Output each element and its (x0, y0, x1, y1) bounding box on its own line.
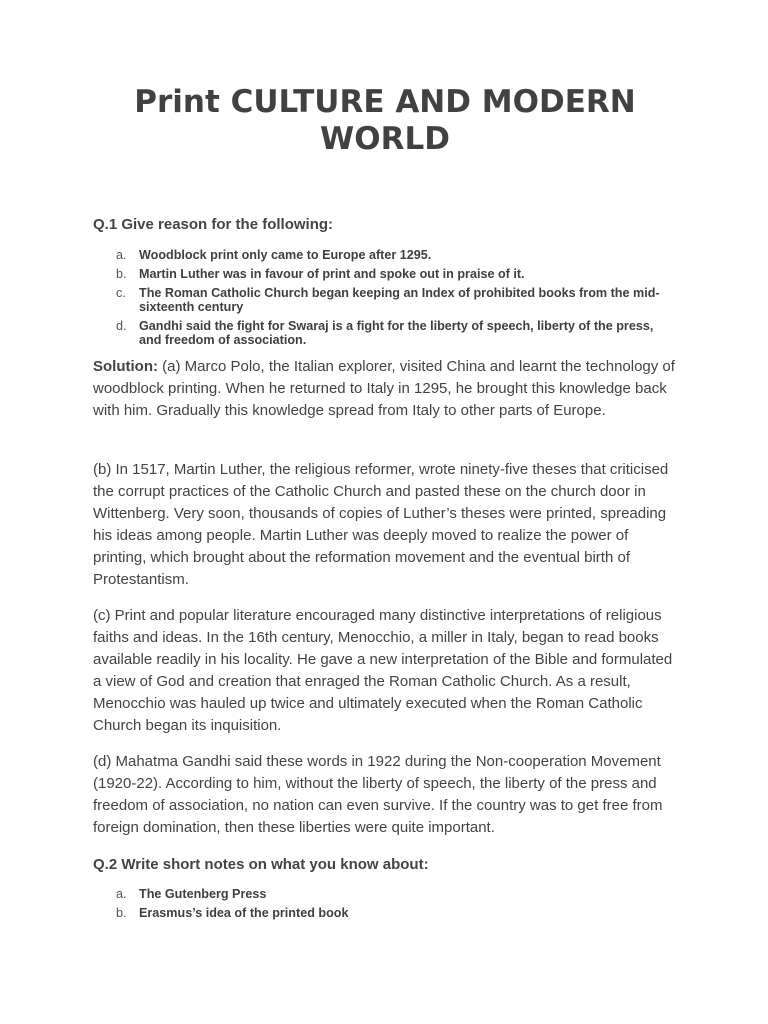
page-title: Print CULTURE AND MODERN WORLD (134, 84, 636, 157)
list-marker: a. (116, 248, 127, 262)
list-marker: c. (116, 286, 126, 300)
list-item-text: Woodblock print only came to Europe after 1295. (139, 248, 432, 262)
list-item-text: The Roman Catholic Church began keeping an Index of prohibited books from the mid-sixteenth century (139, 286, 660, 314)
list-marker: b. (116, 267, 127, 281)
list-marker: d. (116, 319, 127, 333)
solution-paragraph-c: (c) Print and popular literature encouraged many distinctive interpretations of religious faiths and ideas. In the 16th century, Menocchio, a miller in Italy, began to read books available readily in his locality. He gave a new interpretation of the Bible and formulated a view of God and creation that enraged the Roman Catholic Church. As a result, Menocchio was hauled up twice and ultimately executed when the Roman Catholic Church began its inquisition. (93, 607, 673, 734)
solution-a-text: (a) Marco Polo, the Italian explorer, visited China and learnt the technology of woodblock printing. When he returned to Italy in 1295, he brought this knowledge back with him. Gradually this knowledge spread from Italy to other parts of Europe. (93, 358, 675, 419)
list-marker: b. (116, 906, 127, 920)
solution-label: Solution: (93, 358, 158, 375)
list-item-text: Erasmus’s idea of the printed book (139, 906, 349, 920)
list-item (93, 248, 677, 262)
solution-paragraph-a (93, 356, 677, 422)
list-item-text: Martin Luther was in favour of print and spoke out in praise of it. (139, 267, 525, 281)
list-marker: a. (116, 887, 127, 901)
list-item (93, 887, 677, 901)
solution-paragraph-b: (b) In 1517, Martin Luther, the religious reformer, wrote ninety-five theses that criticised the corrupt practices of the Catholic Church and pasted these on the church door in Wittenberg. Very soon, thousands of copies of Luther’s theses were printed, spreading his ideas among people. Martin Luther was deeply moved to realize the power of printing, which brought about the reformation movement and the eventual birth of Protestantism. (93, 461, 669, 588)
question-2-list (93, 887, 677, 925)
list-item (93, 906, 677, 920)
list-item (93, 319, 677, 347)
question-2-heading: Q.2 Write short notes on what you know about: (93, 856, 429, 873)
solution-paragraph-d: (d) Mahatma Gandhi said these words in 1922 during the Non-cooperation Movement (1920-22). According to him, without the liberty of speech, the liberty of the press and freedom of association, no nation can even survive. If the country was to get free from foreign domination, then these liberties were quite important. (93, 753, 663, 836)
list-item (93, 286, 677, 314)
question-1-list (93, 248, 677, 352)
list-item-text: The Gutenberg Press (139, 887, 267, 901)
question-1-heading: Q.1 Give reason for the following: (93, 216, 334, 233)
list-item-text: Gandhi said the fight for Swaraj is a fight for the liberty of speech, liberty of the press, and freedom of association. (139, 319, 654, 347)
list-item (93, 267, 677, 281)
